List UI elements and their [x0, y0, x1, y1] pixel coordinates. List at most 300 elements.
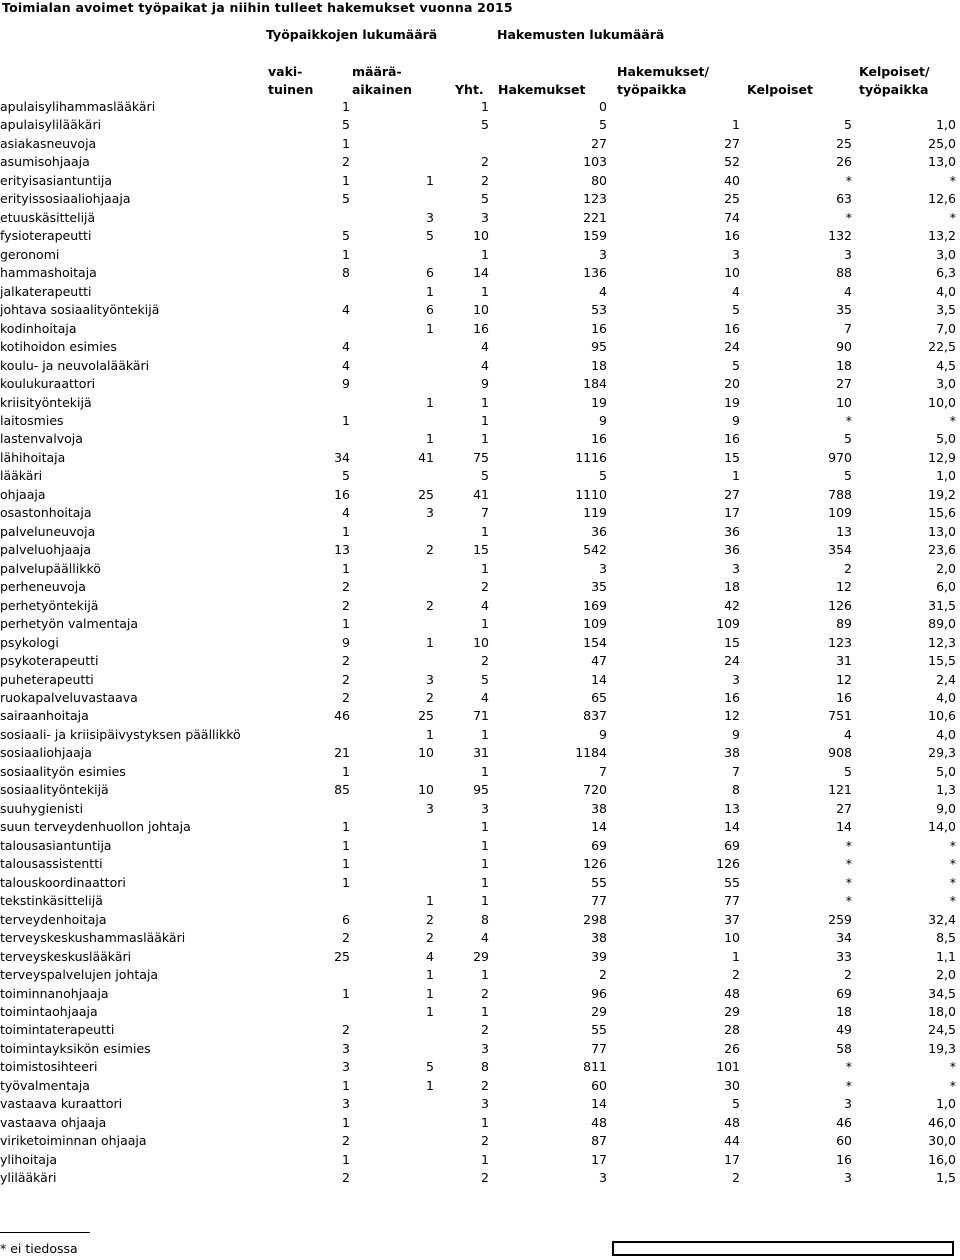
- group-header-applications: Hakemusten lukumäärä: [497, 27, 665, 42]
- cell-vakituinen: 1: [342, 560, 350, 576]
- cell-hakemukset: 159: [583, 228, 607, 244]
- cell-yhteensa: 2: [481, 1022, 489, 1038]
- cell-occupation: työvalmentaja: [0, 1077, 90, 1093]
- table-row: [0, 966, 960, 984]
- cell-occupation: kotihoidon esimies: [0, 339, 117, 355]
- cell-kelpoiset: 132: [828, 228, 852, 244]
- table-row: [0, 1040, 960, 1058]
- cell-kelpoiset-per-tyopaikka: 4,0: [936, 726, 956, 742]
- cell-hakemukset-per-tyopaikka: 30: [724, 1077, 740, 1093]
- table-row: [0, 892, 960, 910]
- cell-occupation: toimintayksikön esimies: [0, 1040, 151, 1056]
- cell-kelpoiset-per-tyopaikka: 6,3: [936, 265, 956, 281]
- cell-vakituinen: 3: [342, 1096, 350, 1112]
- cell-maaraaikainen: 3: [426, 671, 434, 687]
- cell-kelpoiset-per-tyopaikka: 4,0: [936, 690, 956, 705]
- header-vakituinen-line1: vaki-: [268, 64, 303, 79]
- cell-kelpoiset-per-tyopaikka: 29,3: [928, 745, 956, 761]
- cell-hakemukset: 39: [591, 948, 607, 964]
- cell-hakemukset: 5: [599, 468, 607, 484]
- cell-kelpoiset: 31: [836, 653, 852, 669]
- cell-kelpoiset-per-tyopaikka: 7,0: [936, 320, 956, 336]
- cell-kelpoiset-per-tyopaikka: 5,0: [936, 431, 956, 447]
- table-row: [0, 689, 960, 707]
- cell-hakemukset: 36: [591, 523, 607, 539]
- cell-hakemukset: 542: [583, 542, 607, 558]
- cell-kelpoiset-per-tyopaikka: 12,6: [928, 191, 956, 207]
- cell-kelpoiset: 5: [844, 431, 852, 447]
- cell-hakemukset-per-tyopaikka: 29: [724, 1003, 740, 1019]
- cell-kelpoiset: *: [845, 893, 852, 909]
- cell-hakemukset-per-tyopaikka: 48: [724, 1114, 740, 1130]
- cell-kelpoiset: 970: [828, 449, 852, 465]
- cell-hakemukset-per-tyopaikka: 24: [724, 339, 740, 355]
- cell-maaraaikainen: 1: [426, 1003, 434, 1019]
- cell-yhteensa: 8: [481, 1059, 489, 1075]
- table-row: [0, 671, 960, 689]
- cell-maaraaikainen: 1: [426, 320, 434, 336]
- cell-kelpoiset: 33: [836, 948, 852, 964]
- cell-hakemukset-per-tyopaikka: 16: [724, 690, 740, 705]
- cell-maaraaikainen: 5: [426, 1059, 434, 1075]
- cell-hakemukset-per-tyopaikka: 1: [732, 468, 740, 484]
- table-row: [0, 412, 960, 430]
- cell-maaraaikainen: 2: [426, 690, 434, 705]
- cell-yhteensa: 1: [481, 967, 489, 983]
- cell-hakemukset: 16: [591, 320, 607, 336]
- cell-hakemukset-per-tyopaikka: 12: [724, 708, 740, 724]
- cell-kelpoiset-per-tyopaikka: 4,5: [936, 357, 956, 373]
- cell-hakemukset-per-tyopaikka: 16: [724, 320, 740, 336]
- cell-maaraaikainen: 1: [426, 967, 434, 983]
- cell-kelpoiset: 60: [836, 1133, 852, 1149]
- cell-hakemukset: 2: [599, 967, 607, 983]
- cell-hakemukset: 136: [583, 265, 607, 281]
- cell-kelpoiset-per-tyopaikka: 13,2: [928, 228, 956, 244]
- cell-yhteensa: 5: [481, 468, 489, 484]
- cell-hakemukset: 38: [591, 800, 607, 816]
- cell-hakemukset-per-tyopaikka: 1: [732, 117, 740, 133]
- cell-hakemukset-per-tyopaikka: 36: [724, 542, 740, 558]
- cell-kelpoiset-per-tyopaikka: 25,0: [928, 135, 956, 151]
- table-row: [0, 985, 960, 1003]
- cell-occupation: ylihoitaja: [0, 1151, 58, 1167]
- cell-hakemukset-per-tyopaikka: 5: [732, 357, 740, 373]
- cell-yhteensa: 1: [481, 283, 489, 299]
- cell-kelpoiset: 10: [836, 394, 852, 410]
- cell-hakemukset-per-tyopaikka: 69: [724, 837, 740, 853]
- cell-vakituinen: 9: [342, 634, 350, 650]
- cell-occupation: lähihoitaja: [0, 449, 66, 465]
- cell-kelpoiset: *: [845, 1059, 852, 1075]
- cell-hakemukset: 126: [583, 856, 607, 872]
- table-row: [0, 1169, 960, 1187]
- cell-vakituinen: 2: [342, 597, 350, 613]
- cell-kelpoiset-per-tyopaikka: 13,0: [928, 154, 956, 170]
- table-row: [0, 523, 960, 541]
- cell-hakemukset: 298: [583, 911, 607, 927]
- cell-hakemukset: 103: [583, 154, 607, 170]
- cell-vakituinen: 4: [342, 339, 350, 355]
- cell-vakituinen: 2: [342, 1133, 350, 1149]
- cell-hakemukset: 5: [599, 117, 607, 133]
- cell-hakemukset: 77: [591, 1040, 607, 1056]
- cell-yhteensa: 29: [473, 948, 489, 964]
- table-row: [0, 394, 960, 412]
- cell-kelpoiset-per-tyopaikka: 13,0: [928, 523, 956, 539]
- cell-hakemukset: 55: [591, 874, 607, 890]
- cell-maaraaikainen: 6: [426, 302, 434, 318]
- cell-yhteensa: 4: [481, 597, 489, 613]
- header-yht: Yht.: [455, 82, 484, 97]
- cell-kelpoiset: 12: [836, 671, 852, 687]
- cell-occupation: sosiaalityön esimies: [0, 763, 126, 779]
- cell-maaraaikainen: 2: [426, 911, 434, 927]
- cell-occupation: etuuskäsittelijä: [0, 209, 96, 225]
- empty-box: [612, 1241, 954, 1256]
- cell-kelpoiset: 49: [836, 1022, 852, 1038]
- cell-hakemukset-per-tyopaikka: 18: [724, 579, 740, 595]
- cell-vakituinen: 2: [342, 1022, 350, 1038]
- cell-hakemukset-per-tyopaikka: 20: [724, 376, 740, 392]
- cell-hakemukset: 837: [583, 708, 607, 724]
- cell-occupation: palveluohjaaja: [0, 542, 92, 558]
- header-maaraaikainen-line2: aikainen: [352, 82, 413, 97]
- cell-kelpoiset: 123: [828, 634, 852, 650]
- cell-kelpoiset: *: [845, 412, 852, 428]
- cell-occupation: perheneuvoja: [0, 579, 86, 595]
- table-row: [0, 652, 960, 670]
- cell-hakemukset: 119: [583, 505, 607, 521]
- cell-kelpoiset-per-tyopaikka: 8,5: [936, 930, 956, 946]
- cell-occupation: sosiaalityöntekijä: [0, 782, 109, 798]
- table-row: [0, 1114, 960, 1132]
- cell-hakemukset: 14: [591, 1096, 607, 1112]
- cell-occupation: hammashoitaja: [0, 265, 97, 281]
- cell-kelpoiset-per-tyopaikka: 46,0: [928, 1114, 956, 1130]
- cell-hakemukset-per-tyopaikka: 40: [724, 172, 740, 188]
- cell-yhteensa: 1: [481, 616, 489, 632]
- cell-hakemukset-per-tyopaikka: 4: [732, 283, 740, 299]
- cell-kelpoiset-per-tyopaikka: 12,9: [928, 449, 956, 465]
- table-row: [0, 929, 960, 947]
- cell-vakituinen: 3: [342, 1040, 350, 1056]
- table-row: [0, 744, 960, 762]
- cell-kelpoiset-per-tyopaikka: 22,5: [928, 339, 956, 355]
- cell-kelpoiset: 90: [836, 339, 852, 355]
- table-row: [0, 837, 960, 855]
- cell-occupation: psykoterapeutti: [0, 653, 99, 669]
- cell-kelpoiset-per-tyopaikka: *: [949, 837, 956, 853]
- table-row: [0, 597, 960, 615]
- cell-hakemukset: 80: [591, 172, 607, 188]
- cell-occupation: toimintaohjaaja: [0, 1003, 98, 1019]
- cell-hakemukset-per-tyopaikka: 14: [724, 819, 740, 835]
- cell-occupation: ohjaaja: [0, 486, 46, 502]
- cell-occupation: koulu- ja neuvolalääkäri: [0, 357, 150, 373]
- cell-kelpoiset-per-tyopaikka: 3,0: [936, 376, 956, 392]
- cell-occupation: talousasiantuntija: [0, 837, 112, 853]
- header-hakemukset-per-line1: Hakemukset/: [617, 64, 710, 79]
- cell-kelpoiset: 5: [844, 117, 852, 133]
- cell-maaraaikainen: 3: [426, 505, 434, 521]
- cell-maaraaikainen: 3: [426, 800, 434, 816]
- cell-yhteensa: 3: [481, 209, 489, 225]
- cell-kelpoiset-per-tyopaikka: 34,5: [928, 985, 956, 1001]
- cell-yhteensa: 1: [481, 431, 489, 447]
- cell-yhteensa: 1: [481, 726, 489, 742]
- cell-hakemukset-per-tyopaikka: 19: [724, 394, 740, 410]
- table-row: [0, 634, 960, 652]
- cell-maaraaikainen: 1: [426, 394, 434, 410]
- cell-occupation: toimintaterapeutti: [0, 1022, 115, 1038]
- cell-occupation: viriketoiminnan ohjaaja: [0, 1133, 147, 1149]
- cell-yhteensa: 2: [481, 985, 489, 1001]
- cell-maaraaikainen: 25: [418, 708, 434, 724]
- cell-hakemukset: 69: [591, 837, 607, 853]
- table-row: [0, 190, 960, 208]
- cell-hakemukset-per-tyopaikka: 28: [724, 1022, 740, 1038]
- cell-kelpoiset-per-tyopaikka: 1,0: [936, 117, 956, 133]
- cell-yhteensa: 3: [481, 1040, 489, 1056]
- header-maaraaikainen-line1: määrä-: [352, 64, 402, 79]
- table-row: [0, 338, 960, 356]
- cell-kelpoiset: 3: [844, 1170, 852, 1186]
- cell-hakemukset-per-tyopaikka: 15: [724, 449, 740, 465]
- cell-hakemukset-per-tyopaikka: 55: [724, 874, 740, 890]
- cell-hakemukset-per-tyopaikka: 9: [732, 412, 740, 428]
- cell-kelpoiset-per-tyopaikka: 4,0: [936, 283, 956, 299]
- cell-hakemukset-per-tyopaikka: 16: [724, 228, 740, 244]
- cell-hakemukset-per-tyopaikka: 9: [732, 726, 740, 742]
- cell-kelpoiset: 16: [836, 690, 852, 705]
- cell-kelpoiset-per-tyopaikka: *: [949, 1077, 956, 1093]
- cell-maaraaikainen: 1: [426, 985, 434, 1001]
- cell-vakituinen: 34: [334, 449, 350, 465]
- cell-hakemukset: 720: [583, 782, 607, 798]
- cell-hakemukset: 154: [583, 634, 607, 650]
- cell-occupation: vastaava ohjaaja: [0, 1114, 107, 1130]
- cell-occupation: sairaanhoitaja: [0, 708, 89, 724]
- cell-kelpoiset-per-tyopaikka: *: [949, 893, 956, 909]
- cell-yhteensa: 1: [481, 1114, 489, 1130]
- table-row: [0, 726, 960, 744]
- table-row: [0, 153, 960, 171]
- cell-kelpoiset: 63: [836, 191, 852, 207]
- cell-kelpoiset: *: [845, 172, 852, 188]
- cell-vakituinen: 1: [342, 763, 350, 779]
- cell-hakemukset: 3: [599, 246, 607, 262]
- cell-occupation: lääkäri: [0, 468, 43, 484]
- cell-occupation: vastaava kuraattori: [0, 1096, 123, 1112]
- cell-kelpoiset-per-tyopaikka: *: [949, 874, 956, 890]
- cell-vakituinen: 1: [342, 1077, 350, 1093]
- table-row: [0, 430, 960, 448]
- cell-hakemukset: 169: [583, 597, 607, 613]
- cell-yhteensa: 10: [473, 634, 489, 650]
- table-row: [0, 781, 960, 799]
- table-row: [0, 1132, 960, 1150]
- cell-kelpoiset: 2: [844, 560, 852, 576]
- cell-kelpoiset: 14: [836, 819, 852, 835]
- cell-vakituinen: 13: [334, 542, 350, 558]
- cell-kelpoiset: 259: [828, 911, 852, 927]
- cell-hakemukset-per-tyopaikka: 16: [724, 431, 740, 447]
- cell-maaraaikainen: 1: [426, 1077, 434, 1093]
- cell-occupation: lastenvalvoja: [0, 431, 83, 447]
- cell-kelpoiset: 27: [836, 376, 852, 392]
- cell-maaraaikainen: 1: [426, 726, 434, 742]
- table-row: [0, 855, 960, 873]
- cell-vakituinen: 6: [342, 911, 350, 927]
- cell-hakemukset-per-tyopaikka: 5: [732, 1096, 740, 1112]
- cell-kelpoiset-per-tyopaikka: 2,0: [936, 560, 956, 576]
- header-kelpoiset-per-line2: työpaikka: [859, 82, 929, 97]
- cell-yhteensa: 1: [481, 837, 489, 853]
- cell-occupation: osastonhoitaja: [0, 505, 92, 521]
- table-row: [0, 560, 960, 578]
- cell-hakemukset-per-tyopaikka: 10: [724, 930, 740, 946]
- cell-occupation: suuhygienisti: [0, 800, 84, 816]
- cell-hakemukset: 38: [591, 930, 607, 946]
- cell-kelpoiset: 4: [844, 726, 852, 742]
- cell-yhteensa: 2: [481, 1133, 489, 1149]
- cell-kelpoiset: 69: [836, 985, 852, 1001]
- cell-vakituinen: 1: [342, 412, 350, 428]
- cell-yhteensa: 16: [473, 320, 489, 336]
- cell-hakemukset: 109: [583, 616, 607, 632]
- cell-hakemukset: 4: [599, 283, 607, 299]
- cell-hakemukset-per-tyopaikka: 7: [732, 763, 740, 779]
- cell-yhteensa: 3: [481, 800, 489, 816]
- cell-maaraaikainen: 1: [426, 283, 434, 299]
- table-row: [0, 1003, 960, 1021]
- cell-maaraaikainen: 5: [426, 228, 434, 244]
- cell-hakemukset: 16: [591, 431, 607, 447]
- cell-kelpoiset: 12: [836, 579, 852, 595]
- cell-kelpoiset-per-tyopaikka: 9,0: [936, 800, 956, 816]
- table-row: [0, 763, 960, 781]
- cell-hakemukset-per-tyopaikka: 36: [724, 523, 740, 539]
- cell-kelpoiset: 5: [844, 763, 852, 779]
- cell-kelpoiset: 126: [828, 597, 852, 613]
- cell-kelpoiset-per-tyopaikka: 3,5: [936, 302, 956, 318]
- cell-kelpoiset: *: [845, 856, 852, 872]
- cell-vakituinen: 2: [342, 930, 350, 946]
- cell-occupation: ruokapalveluvastaava: [0, 690, 138, 705]
- cell-occupation: puheterapeutti: [0, 671, 94, 687]
- cell-yhteensa: 1: [481, 412, 489, 428]
- table-row: [0, 209, 960, 227]
- cell-kelpoiset: 46: [836, 1114, 852, 1130]
- cell-kelpoiset: 25: [836, 135, 852, 151]
- cell-occupation: johtava sosiaalityöntekijä: [0, 302, 160, 318]
- cell-yhteensa: 2: [481, 172, 489, 188]
- table-row: [0, 320, 960, 338]
- cell-kelpoiset-per-tyopaikka: *: [949, 412, 956, 428]
- cell-kelpoiset-per-tyopaikka: *: [949, 172, 956, 188]
- cell-vakituinen: 5: [342, 228, 350, 244]
- cell-yhteensa: 4: [481, 690, 489, 705]
- cell-vakituinen: 85: [334, 782, 350, 798]
- cell-hakemukset-per-tyopaikka: 2: [732, 967, 740, 983]
- cell-yhteensa: 1: [481, 1003, 489, 1019]
- table-row: [0, 911, 960, 929]
- cell-yhteensa: 2: [481, 1077, 489, 1093]
- cell-hakemukset-per-tyopaikka: 101: [716, 1059, 740, 1075]
- cell-vakituinen: 16: [334, 486, 350, 502]
- cell-hakemukset-per-tyopaikka: 1: [732, 948, 740, 964]
- table-row: [0, 486, 960, 504]
- cell-hakemukset: 1110: [575, 486, 607, 502]
- cell-hakemukset: 0: [599, 99, 607, 114]
- cell-occupation: suun terveydenhuollon johtaja: [0, 819, 191, 835]
- cell-vakituinen: 5: [342, 191, 350, 207]
- cell-kelpoiset-per-tyopaikka: 32,4: [928, 911, 956, 927]
- cell-yhteensa: 1: [481, 856, 489, 872]
- cell-kelpoiset-per-tyopaikka: 3,0: [936, 246, 956, 262]
- cell-yhteensa: 31: [473, 745, 489, 761]
- table-row: [0, 375, 960, 393]
- cell-occupation: tekstinkäsittelijä: [0, 893, 103, 909]
- cell-hakemukset-per-tyopaikka: 52: [724, 154, 740, 170]
- cell-vakituinen: 1: [342, 523, 350, 539]
- table-row: [0, 357, 960, 375]
- header-hakemukset: Hakemukset: [498, 82, 586, 97]
- cell-kelpoiset: *: [845, 209, 852, 225]
- cell-kelpoiset-per-tyopaikka: 10,0: [928, 394, 956, 410]
- cell-hakemukset: 18: [591, 357, 607, 373]
- cell-occupation: psykologi: [0, 634, 59, 650]
- table-row: [0, 135, 960, 153]
- cell-hakemukset: 27: [591, 135, 607, 151]
- table-row: [0, 98, 960, 116]
- cell-yhteensa: 4: [481, 930, 489, 946]
- cell-yhteensa: 2: [481, 653, 489, 669]
- cell-hakemukset: 14: [591, 671, 607, 687]
- cell-hakemukset: 96: [591, 985, 607, 1001]
- cell-vakituinen: 1: [342, 99, 350, 114]
- cell-yhteensa: 1: [481, 523, 489, 539]
- cell-hakemukset: 3: [599, 1170, 607, 1186]
- cell-yhteensa: 5: [481, 671, 489, 687]
- header-kelpoiset-per-line1: Kelpoiset/: [859, 64, 930, 79]
- cell-hakemukset: 184: [583, 376, 607, 392]
- cell-occupation: toimistosihteeri: [0, 1059, 98, 1075]
- cell-hakemukset: 9: [599, 412, 607, 428]
- cell-maaraaikainen: 2: [426, 542, 434, 558]
- cell-hakemukset: 811: [583, 1059, 607, 1075]
- cell-vakituinen: 1: [342, 819, 350, 835]
- cell-yhteensa: 9: [481, 376, 489, 392]
- cell-occupation: toiminnanohjaaja: [0, 985, 109, 1001]
- cell-kelpoiset: 18: [836, 1003, 852, 1019]
- table-row: [0, 707, 960, 725]
- cell-maaraaikainen: 4: [426, 948, 434, 964]
- cell-vakituinen: 5: [342, 117, 350, 133]
- cell-vakituinen: 1: [342, 837, 350, 853]
- cell-vakituinen: 2: [342, 671, 350, 687]
- cell-kelpoiset: 88: [836, 265, 852, 281]
- header-kelpoiset: Kelpoiset: [747, 82, 813, 97]
- cell-hakemukset-per-tyopaikka: 26: [724, 1040, 740, 1056]
- table-row: [0, 541, 960, 559]
- cell-yhteensa: 2: [481, 579, 489, 595]
- cell-hakemukset: 60: [591, 1077, 607, 1093]
- cell-yhteensa: 1: [481, 560, 489, 576]
- cell-kelpoiset-per-tyopaikka: 23,6: [928, 542, 956, 558]
- cell-hakemukset-per-tyopaikka: 25: [724, 191, 740, 207]
